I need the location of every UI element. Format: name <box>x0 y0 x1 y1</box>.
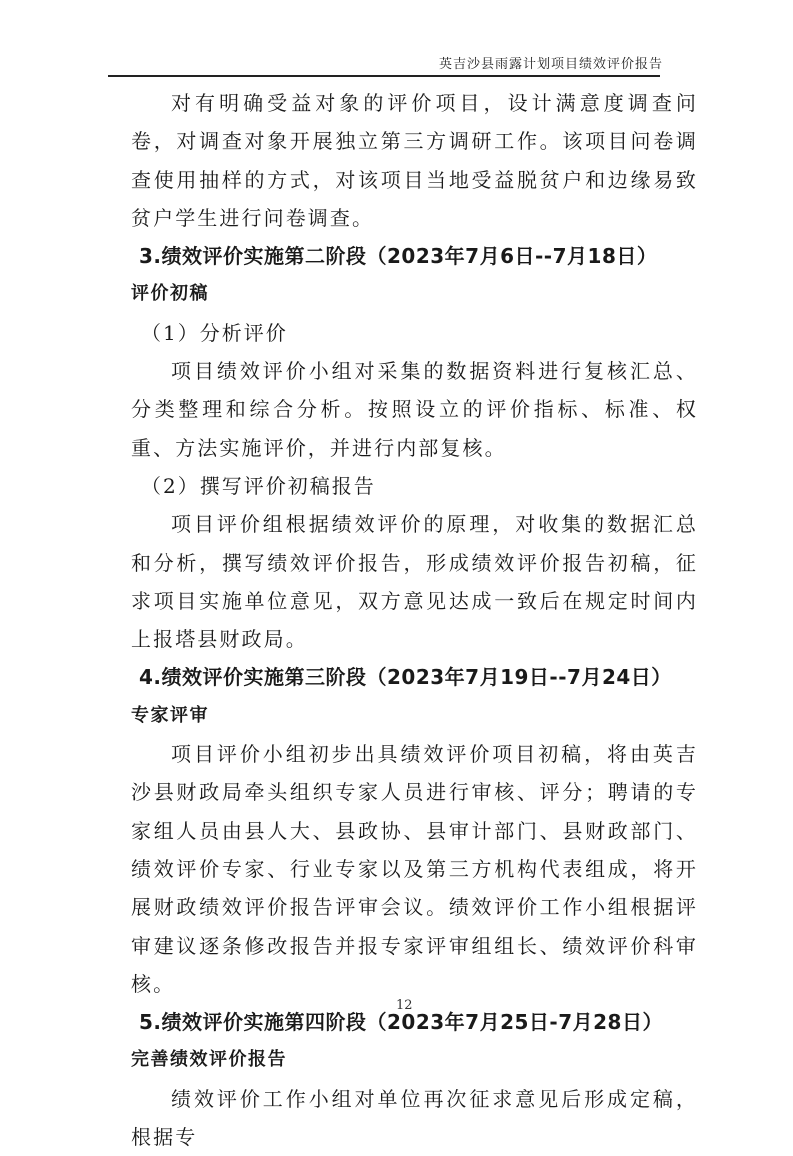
heading-stage-four: 5.绩效评价实施第四阶段（2023年7月25日-7月28日） <box>139 1010 663 1035</box>
heading-improve-report: 完善绩效评价报告 <box>131 1049 287 1071</box>
heading-draft: 评价初稿 <box>131 283 209 305</box>
page-number: 12 <box>396 998 413 1013</box>
heading-expert-review: 专家评审 <box>131 704 209 726</box>
paragraph-survey-method: 对有明确受益对象的评价项目，设计满意度调查问卷，对调查对象开展独立第三方调研工作。该项目问卷调查使用抽样的方式，对该项目当地受益脱贫户和边缘易致贫户学生进行问卷调查。 <box>131 91 698 230</box>
heading-stage-two: 3.绩效评价实施第二阶段（2023年7月6日--7月18日） <box>139 244 658 269</box>
heading-stage-three: 4.绩效评价实施第三阶段（2023年7月19日--7月24日） <box>139 665 672 690</box>
running-header-title: 英吉沙县雨露计划项目绩效评价报告 <box>438 57 663 72</box>
paragraph-write-draft: 项目评价组根据绩效评价的原理，对收集的数据汇总和分析，撰写绩效评价报告，形成绩效评价报告初稿，征求项目实施单位意见，双方意见达成一致后在规定时间内上报塔县财政局。 <box>131 512 698 652</box>
subheading-write-draft: （2）撰写评价初稿报告 <box>141 473 376 498</box>
header-divider <box>108 75 660 77</box>
subheading-analysis: （1）分析评价 <box>141 320 288 345</box>
paragraph-expert-review: 项目评价小组初步出具绩效评价项目初稿，将由英吉沙县财政局牵头组织专家人员进行审核、评分；聘请的专家组人员由县人大、县政协、县审计部门、县财政部门、绩效评价专家、行业专家以及第三方机构代表组成，将开展财政绩效评价报告评审会议。绩效评价工作小组根据评审建议逐条修改报告并报专家评审组组长、绩效评价科审核。 <box>131 742 698 996</box>
paragraph-finalize: 绩效评价工作小组对单位再次征求意见后形成定稿，根据专 <box>131 1086 698 1150</box>
paragraph-analysis: 项目绩效评价小组对采集的数据资料进行复核汇总、分类整理和综合分析。按照设立的评价指标、标准、权重、方法实施评价，并进行内部复核。 <box>131 359 698 460</box>
page-body <box>131 84 698 1156</box>
